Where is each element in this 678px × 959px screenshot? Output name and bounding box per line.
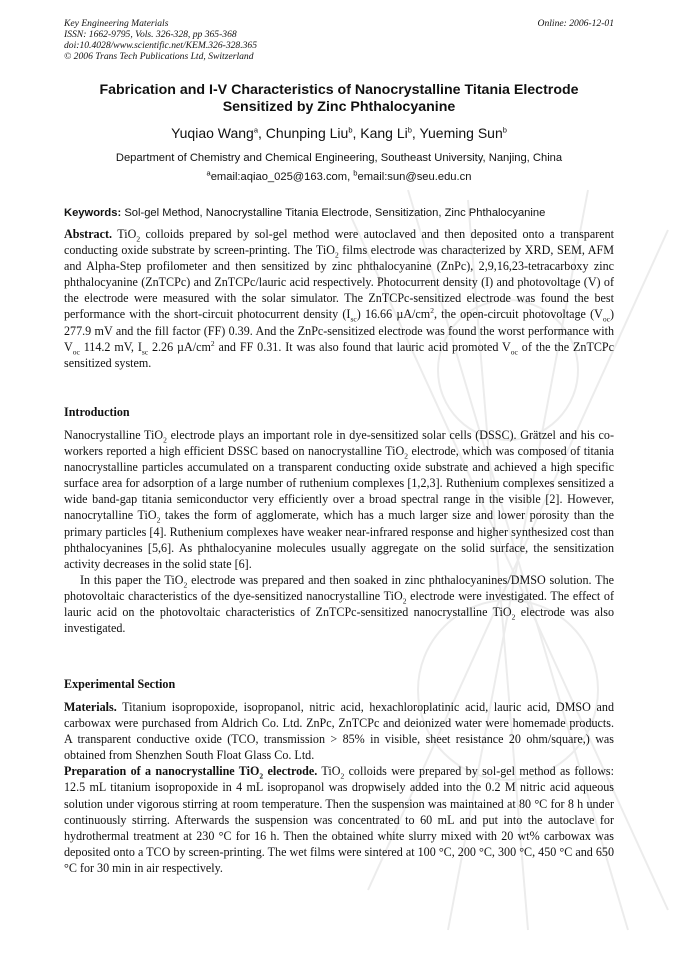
- introduction-body: [64, 427, 614, 636]
- author-4: Yueming Sun: [419, 125, 503, 141]
- author-2-affil: b: [348, 125, 353, 135]
- author-4-affil: b: [502, 125, 507, 135]
- author-emails: [0, 168, 678, 183]
- journal-header: [64, 18, 257, 62]
- keywords-label: Keywords:: [64, 207, 122, 219]
- intro-paragraph-2: In this paper the TiO$_2$ electrode was prepared and then soaked in zinc phthalocyanines/DMSO solution. The photovoltaic characteristics of the dye-sensitized nanocrystalline TiO$_2$ electrode were investigated. The effect of lauric acid on the photovoltaic characteristics of ZnTCPc-sensitized nanocrystalline TiO$_2$ electrode was also investigated.: [64, 572, 614, 636]
- keywords-text: Sol-gel Method, Nanocrystalline Titania Electrode, Sensitization, Zinc Phthalocyanine: [124, 207, 546, 219]
- online-date: Online: 2006-12-01: [537, 18, 614, 29]
- journal-name: Key Engineering Materials: [64, 18, 169, 29]
- materials-label: Materials.: [64, 700, 117, 714]
- experimental-heading: Experimental Section: [64, 677, 176, 691]
- title-line-1: Fabrication and I-V Characteristics of Nanocrystalline Titania Electrode: [99, 82, 579, 98]
- email-a[interactable]: email:aqiao_025@163.com,: [210, 171, 351, 183]
- author-1-affil: a: [253, 125, 259, 135]
- introduction-heading: Introduction: [64, 405, 130, 419]
- experimental-body: [64, 699, 614, 876]
- keywords: [64, 207, 624, 219]
- preparation-paragraph: Preparation of a nanocrystalline TiO$_2$ electrode. TiO$_2$ colloids were prepared by sol-gel method as follows: 12.5 mL titanium isopropoxide in 4 mL isopropanol was dropwisely added into the 0.2 M nitric acid aqueous solution under vigorous stirring at room temperature. Then the suspension was maintained at 80 °C for 8 h under continuously stirring. Afterwards the suspension was concentrated to 60 mL and put into the autoclave for hydrothermal treatment at 230 °C for 16 h. Then the obtained white slurry mixed with 20 wt% carbowax was deposited onto a TCO by screen-printing. The wet films were sintered at 100 °C, 200 °C, 300 °C, 450 °C and 650 °C for 30 min in air respectively.: [64, 764, 615, 875]
- email-b[interactable]: email:sun@seu.edu.cn: [357, 171, 472, 183]
- paper-title: [50, 82, 628, 116]
- title-line-2: Sensitized by Zinc Phthalocyanine: [222, 99, 456, 115]
- materials-paragraph: Materials. Titanium isopropoxide, isopropanol, nitric acid, hexachloroplatinic acid, lauric acid, DMSO and carbowax were purchased from Aldrich Co. Ltd. ZnPc, ZnTCPc and deionized water were homemade products. A transparent conductive oxide (TCO, transmission > 85% in visible, sheet resistance 20 ohm/square,) was obtained from Shenzhen South Float Glass Co. Ltd.: [64, 700, 614, 763]
- author-list: Yuqiao Wang$^a$, Chunping Liu$^b$, Kang Li$^b$, Yueming Sun$^b$: [171, 125, 507, 141]
- email-b-marker: b: [353, 168, 358, 178]
- copyright-line: © 2006 Trans Tech Publications Ltd, Switzerland: [64, 51, 254, 62]
- author-1: Yuqiao Wang: [171, 125, 254, 141]
- abstract-label: Abstract.: [64, 227, 113, 241]
- issn-line: ISSN: 1662-9795, Vols. 326-328, pp 365-368: [64, 29, 237, 40]
- intro-paragraph-1: Nanocrystalline TiO$_2$ electrode plays an important role in dye-sensitized solar cells (DSSC). Grätzel and his co-workers reported a high efficient DSSC based on nanocrystalline TiO$_2$ electrode, which was composed of titania nanocrystalline particles accumulated on a transparent conducting oxide substrate and achieved a high specific surface area for adsorption of a large number of ruthenium complexes [1,2,3]. Ruthenium complexes sensitized a wide band-gap titania semiconductor very efficiently over a broad spectral range in the visible [2]. However, nanocrytalline TiO$_2$ takes the form of agglomerate, which has a much larger size and lower porosity than the primary particles [4]. Ruthenium complexes have weaker near-infrared response and higher synthesized cost than phthalocyanines [5,6]. As phthalocyanine molecules usually aggregate on the solid surface, the sensitization activity decreases in the solid state [6].: [64, 428, 614, 571]
- author-2: Chunping Liu: [265, 125, 349, 141]
- affiliation: Department of Chemistry and Chemical Engineering, Southeast University, Nanjing, China: [115, 152, 563, 164]
- abstract: Abstract. TiO$_2$ colloids prepared by sol-gel method were autoclaved and then deposited onto a transparent conducting oxide substrate by screen-printing. The TiO$_2$ films electrode was characterized by XRD, SEM, AFM and Alpha-Step profilometer and then sensitized by zinc phthalocyanine (ZnPc), 2,9,16,23-tetracarboxy zinc phthalocyanine (ZnTCPc) and ZnTCPc/lauric acid respectively. Photocurrent density (I) and photovoltage (V) of the electrode were measured with the solar simulator. The ZnTCPc-sensitized electrode was found the best performance with the short-circuit photocurrent density $(I_{sc})$ 16.66 $\mu A/cm^2$, the open-circuit photovoltage $(V_{oc})$ 277.9 mV and the fill factor (FF) 0.39. And the ZnPc-sensitized electrode was found the worst performance with $V_{oc}$ 114.2 mV, $I_{sc}$ 2.26 $\mu A/cm^2$ and FF 0.31. It was also found that lauric acid promoted $V_{oc}$ of the the ZnTCPc sensitized system.: [64, 227, 615, 370]
- author-3-affil: b: [407, 125, 412, 135]
- author-3: Kang Li: [360, 125, 408, 141]
- preparation-label: Preparation of a nanocrystalline TiO$_2$ electrode.: [64, 764, 318, 781]
- doi-line: doi:10.4028/www.scientific.net/KEM.326-328.365: [64, 40, 258, 51]
- email-a-marker: a: [206, 168, 211, 178]
